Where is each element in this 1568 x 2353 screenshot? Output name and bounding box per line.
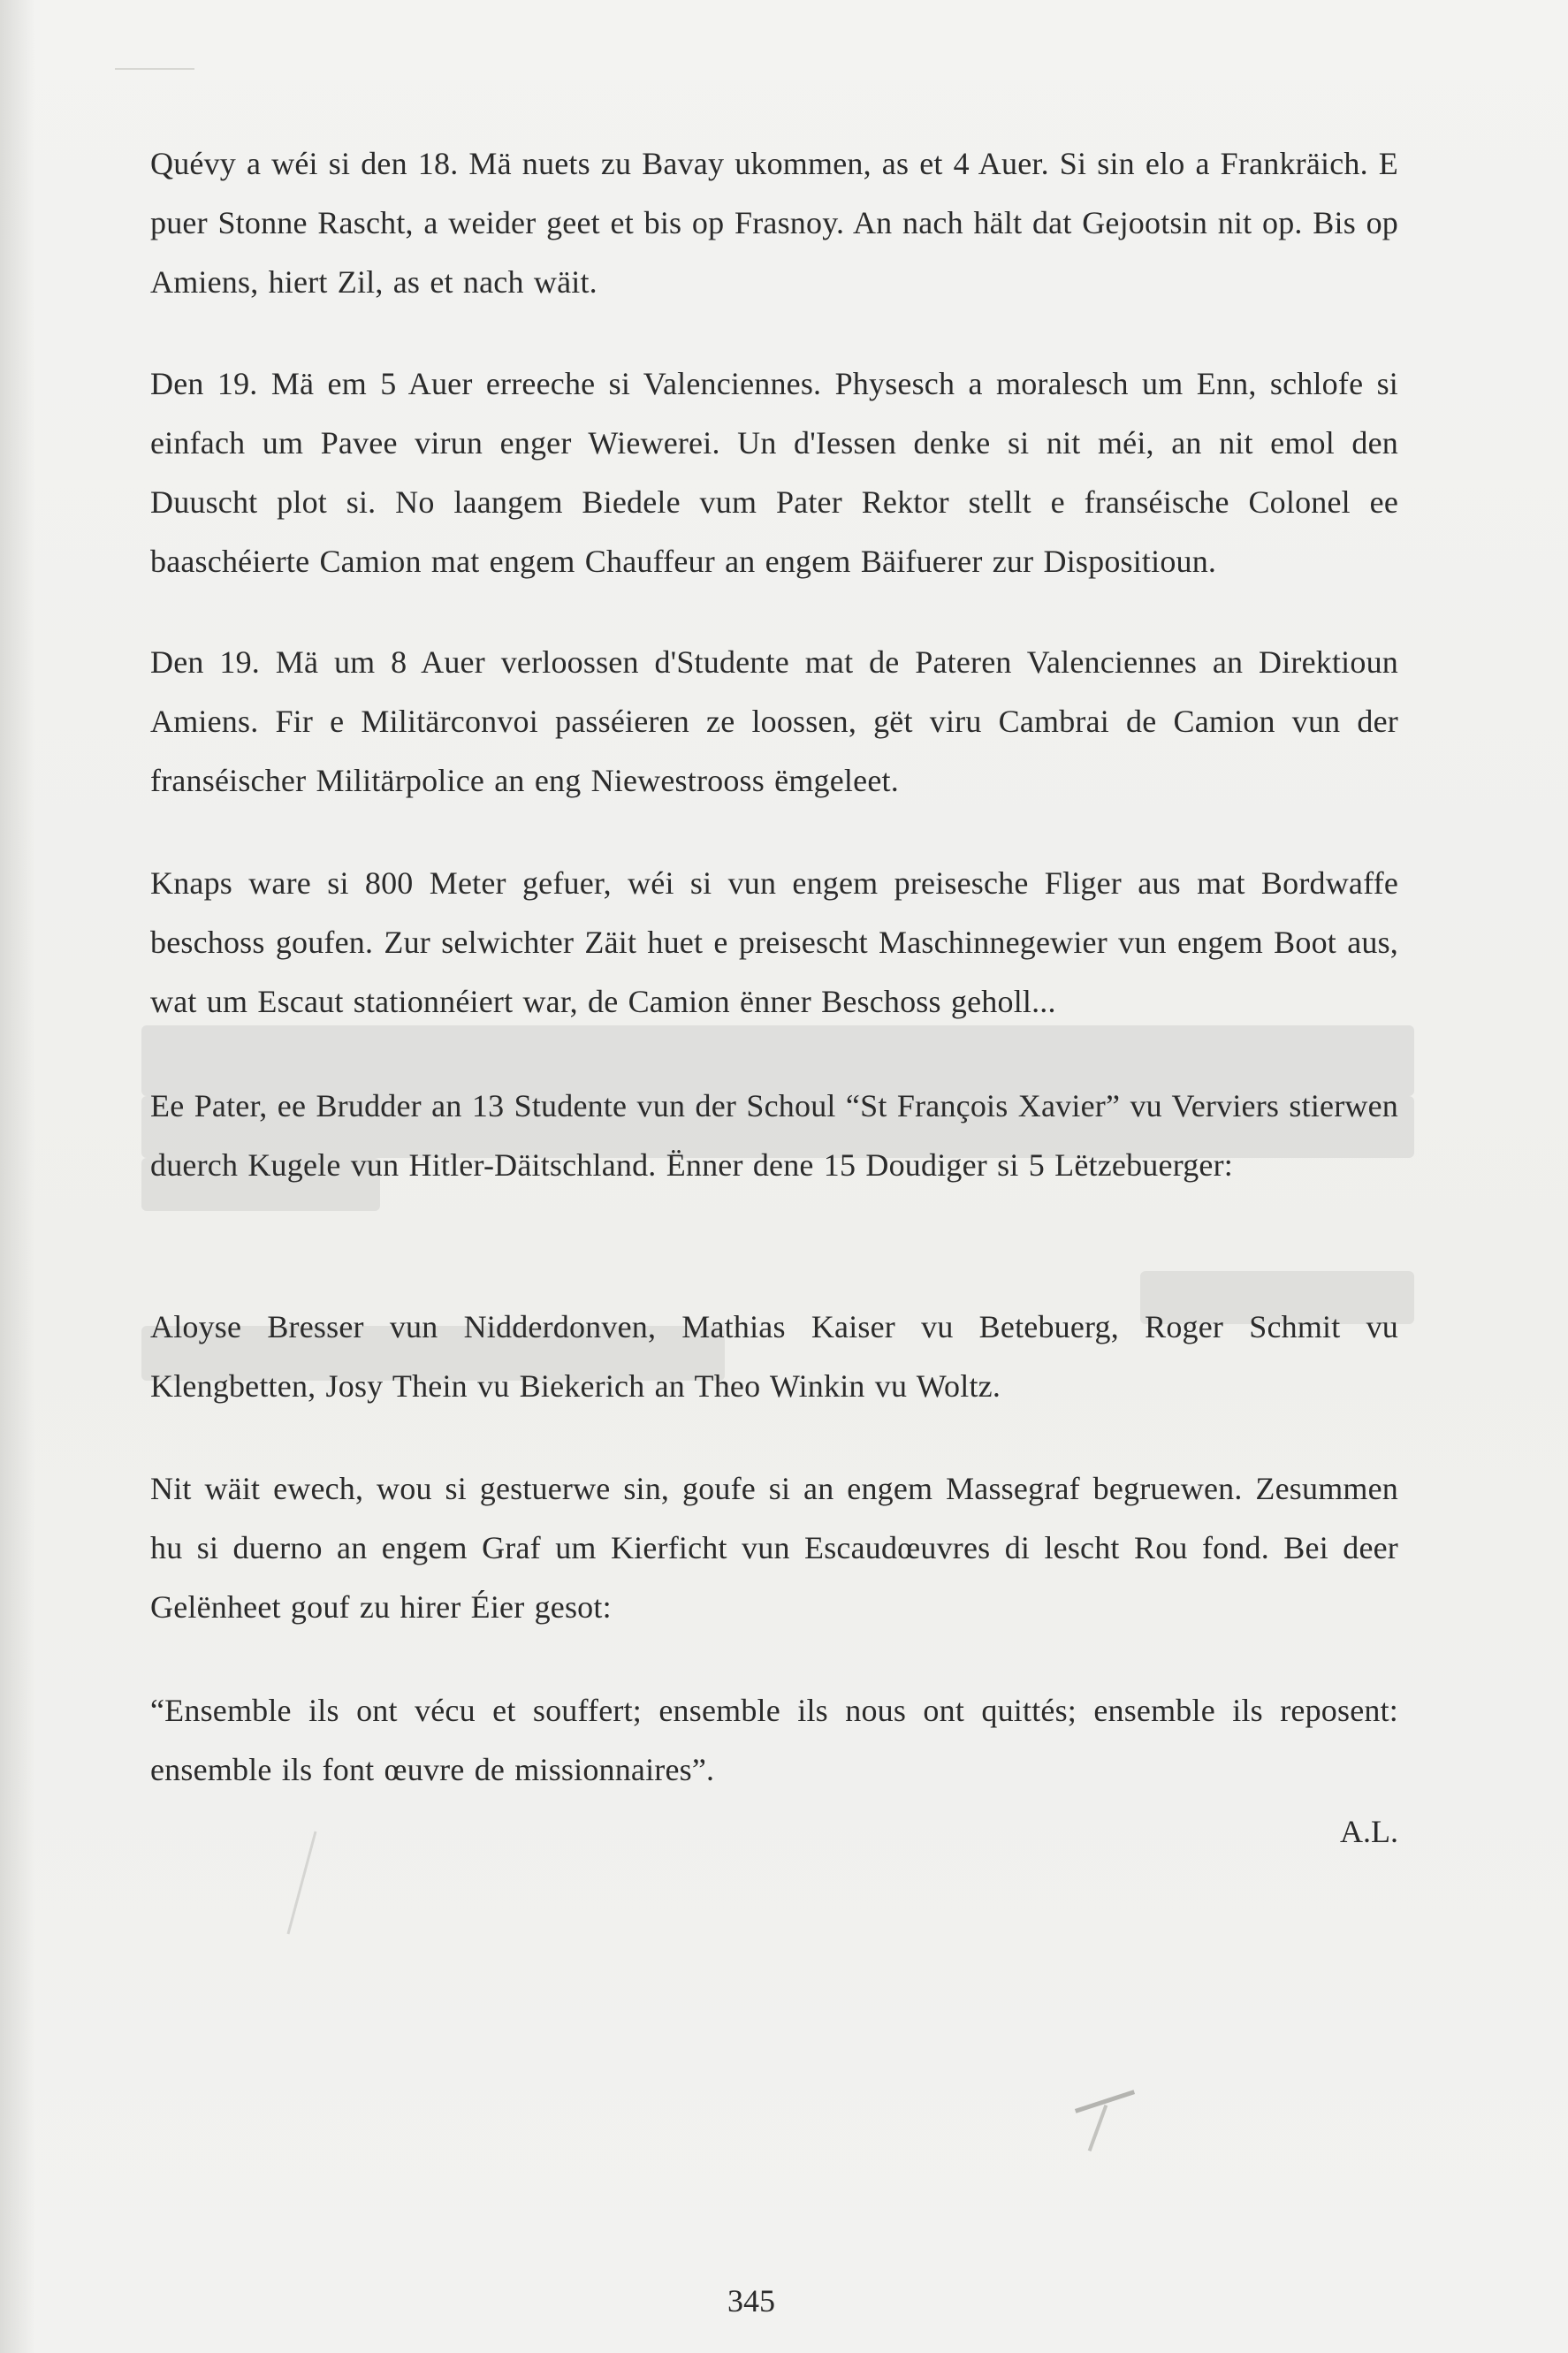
pen-stroke-mark <box>1088 2105 1108 2151</box>
page-edge-shadow <box>0 0 35 2353</box>
paragraph-burial: Nit wäit ewech, wou si gestuerwe sin, goufe si an engem Massegraf begruewen. Zesummen hu si duerno an engem Graf um Kierficht vun Escaudœuvres di lescht Rou fond. Bei deer Gelënheet gouf zu hirer Éier gesot: <box>150 1471 1398 1625</box>
paragraph-attack: Knaps ware si 800 Meter gefuer, wéi si vun engem preisesche Fliger aus mat Bordwaffe beschoss goufen. Zur selwichter Zäit huet e preisescht Maschinnegewier vun engem Boot aus, wat um Escaut stationnéiert war, de Camion ënner Beschoss geholl... <box>150 865 1398 1019</box>
paragraph-quote: “Ensemble ils ont vécu et souffert; ensemble ils nous ont quittés; ensemble ils reposent: ensemble ils font œuvre de missionnaires”. <box>150 1693 1398 1787</box>
page-number: 345 <box>727 2283 775 2319</box>
author-signature: A.L. <box>1340 1814 1398 1849</box>
paragraph-valenciennes: Den 19. Mä em 5 Auer erreeche si Valenciennes. Physesch a moralesch um Enn, schlofe si einfach um Pavee virun enger Wiewerei. Un d'Iessen denke si nit méi, an nit emol den Duuscht plot si. No laangem Biedele vum Pater Rektor stellt e franséische Colonel ee baaschéierte Camion mat engem Chauffeur an engem Bäifuerer zur Dispositioun. <box>150 366 1398 579</box>
paragraph-casualties: Ee Pater, ee Brudder an 13 Studente vun der Schoul “St François Xavier” vu Verviers stierwen duerch Kugele vun Hitler-Däitschland. Ënner dene 15 Doudiger si 5 Lëtzebuerger: <box>150 1088 1398 1183</box>
scan-mark <box>115 68 194 70</box>
paragraph-arrival-bavay: Quévy a wéi si den 18. Mä nuets zu Bavay ukommen, as et 4 Auer. Si sin elo a Frankräich. E puer Stonne Rascht, a weider geet et bis op Frasnoy. An nach hält dat Gejootsin nit op. Bis op Amiens, hiert Zil, as et nach wäit. <box>150 146 1398 300</box>
pen-stroke-mark <box>287 1831 317 1935</box>
paragraph-names: Aloyse Bresser vun Nidderdonven, Mathias Kaiser vu Betebuerg, Roger Schmit vu Klengbetten, Josy Thein vu Biekerich an Theo Winkin vu Woltz. <box>150 1309 1398 1404</box>
paragraph-departure: Den 19. Mä um 8 Auer verloossen d'Studente mat de Pateren Valenciennes an Direktioun Amiens. Fir e Militärconvoi passéieren ze loossen, gët viru Cambrai de Camion vun der franséischer Militärpolice an eng Niewestrooss ëmgeleet. <box>150 644 1398 798</box>
